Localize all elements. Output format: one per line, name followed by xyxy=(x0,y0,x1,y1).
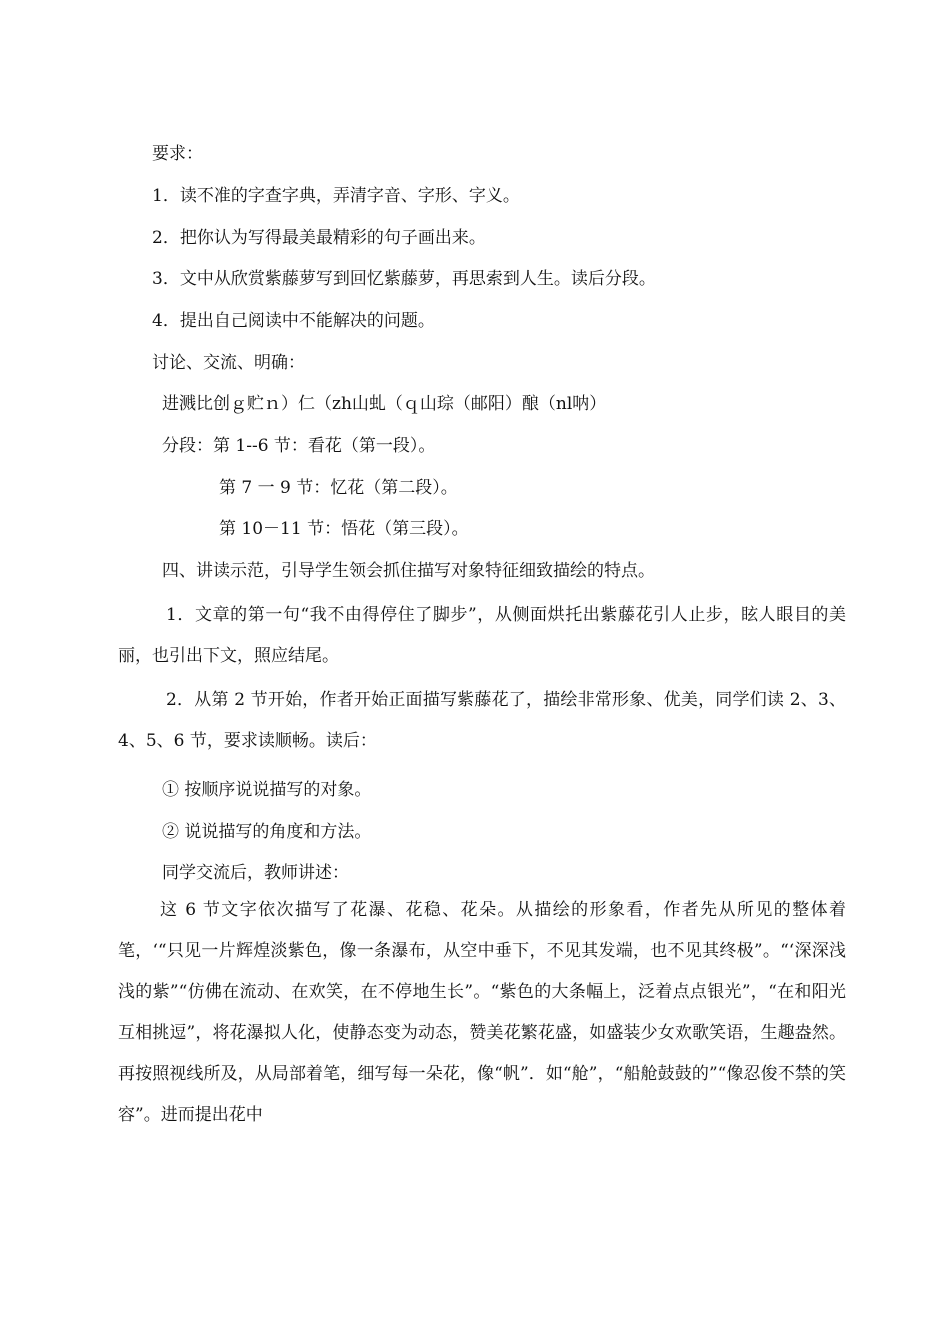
requirements-heading: 要求： xyxy=(152,144,203,164)
discussion-heading: 讨论、交流、明确： xyxy=(152,353,305,373)
section-division-1: 分段：第 1--6 节：看花（第一段）。 xyxy=(162,436,436,456)
point-one-paragraph: 1．文章的第一句“我不由得停住了脚步”，从侧面烘托出紫藤花引人止步，眩人眼目的美丽，也引出下文，照应结尾。 xyxy=(118,605,846,666)
part-four-heading: 四、讲读示范，引导学生领会抓住描写对象特征细致描绘的特点。 xyxy=(162,561,655,581)
requirement-item-2: 2．把你认为写得最美最精彩的句子画出来。 xyxy=(152,228,486,248)
section-division-2: 第 7 一 9 节：忆花（第二段）。 xyxy=(219,478,458,498)
task-item-1: ① 按顺序说说描写的对象。 xyxy=(162,780,372,800)
requirement-item-3: 3．文中从欣赏紫藤萝写到回忆紫藤萝，再思索到人生。读后分段。 xyxy=(152,269,656,289)
pronunciation-line: 进溅比创ｇ贮ｎ）仁（zh山虬（ｑ山琮（邮阳）酿（nl呐） xyxy=(162,394,607,414)
point-two-paragraph: 2．从第 2 节开始，作者开始正面描写紫藤花了，描绘非常形象、优美，同学们读 2、3、4、5、6 节，要求读顺畅。读后： xyxy=(118,690,846,751)
requirement-item-4: 4．提出自己阅读中不能解决的问题。 xyxy=(152,311,435,331)
analysis-paragraph: 这 6 节文字依次描写了花瀑、花稳、花朵。从描绘的形象看，作者先从所见的整体着笔，‘“只见一片辉煌淡紫色，像一条瀑布，从空中垂下，不见其发端，也不见其终极”。“‘深深浅浅的紫”“仿佛在流动、在欢笑，在不停地生长”。“紫色的大条幅上，泛着点点银光”，“在和阳光互相挑逗”，将花瀑拟人化，使静态变为动态，赞美花繁花盛，如盛装少女欢歌笑语，生趣盎然。再按照视线所及，从局部着笔，细写每一朵花，像“帆”．如“舱”，“船舱鼓鼓的”“像忍俊不禁的笑容”。进而提出花中 xyxy=(118,900,846,1125)
requirement-item-1: 1．读不准的字查字典，弄清字音、字形、字义。 xyxy=(152,186,520,206)
section-division-3: 第 10－11 节：悟花（第三段）。 xyxy=(219,519,469,539)
teacher-intro: 同学交流后，教师讲述： xyxy=(162,863,349,883)
task-item-2: ② 说说描写的角度和方法。 xyxy=(162,822,372,842)
